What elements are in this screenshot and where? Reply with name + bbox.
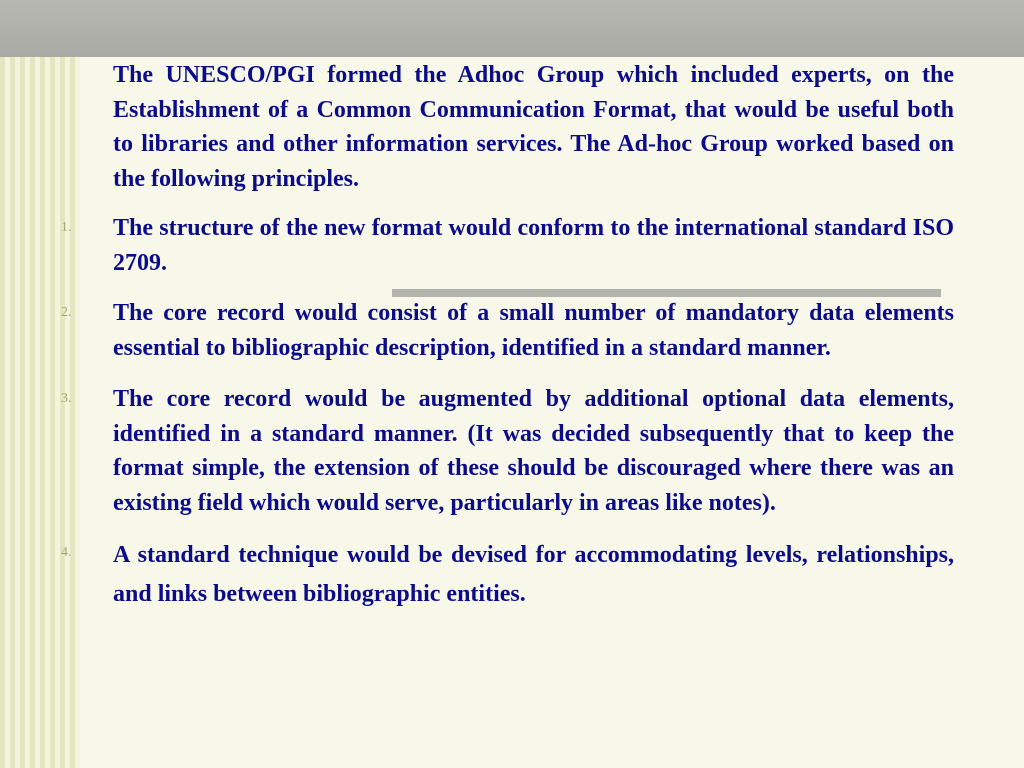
- list-item: [61, 536, 954, 614]
- list-marker: 4.: [61, 545, 72, 560]
- title-bar: [0, 0, 1024, 57]
- list-marker: 1.: [61, 220, 72, 235]
- list-marker: 3.: [61, 391, 72, 406]
- list-item-text: The core record would consist of a small number of mandatory data elements essential to bibliographic description, identified in a standard manner.: [113, 300, 954, 361]
- list-item: [61, 211, 954, 280]
- list-item-text: The core record would be augmented by additional optional data elements, identified in a standard manner. (It was decided subsequently that to keep the format simple, the extension of these should be discouraged where there was an existing field which would serve, particularly in areas like notes).: [113, 386, 954, 516]
- slide-content: [61, 58, 954, 614]
- intro-paragraph: The UNESCO/PGI formed the Adhoc Group which included experts, on the Establishment of a Common Communication Format, that would be useful both to libraries and other information services. The Ad-hoc Group worked based on the following principles.: [113, 62, 954, 192]
- list-item: [61, 382, 954, 520]
- list-item-text: A standard technique would be devised for accommodating levels, relationships, and links between bibliographic entities.: [113, 542, 954, 607]
- list-marker: 2.: [61, 305, 72, 320]
- list-item-text: The structure of the new format would conform to the international standard ISO 2709.: [113, 215, 954, 276]
- list-item: [61, 296, 954, 365]
